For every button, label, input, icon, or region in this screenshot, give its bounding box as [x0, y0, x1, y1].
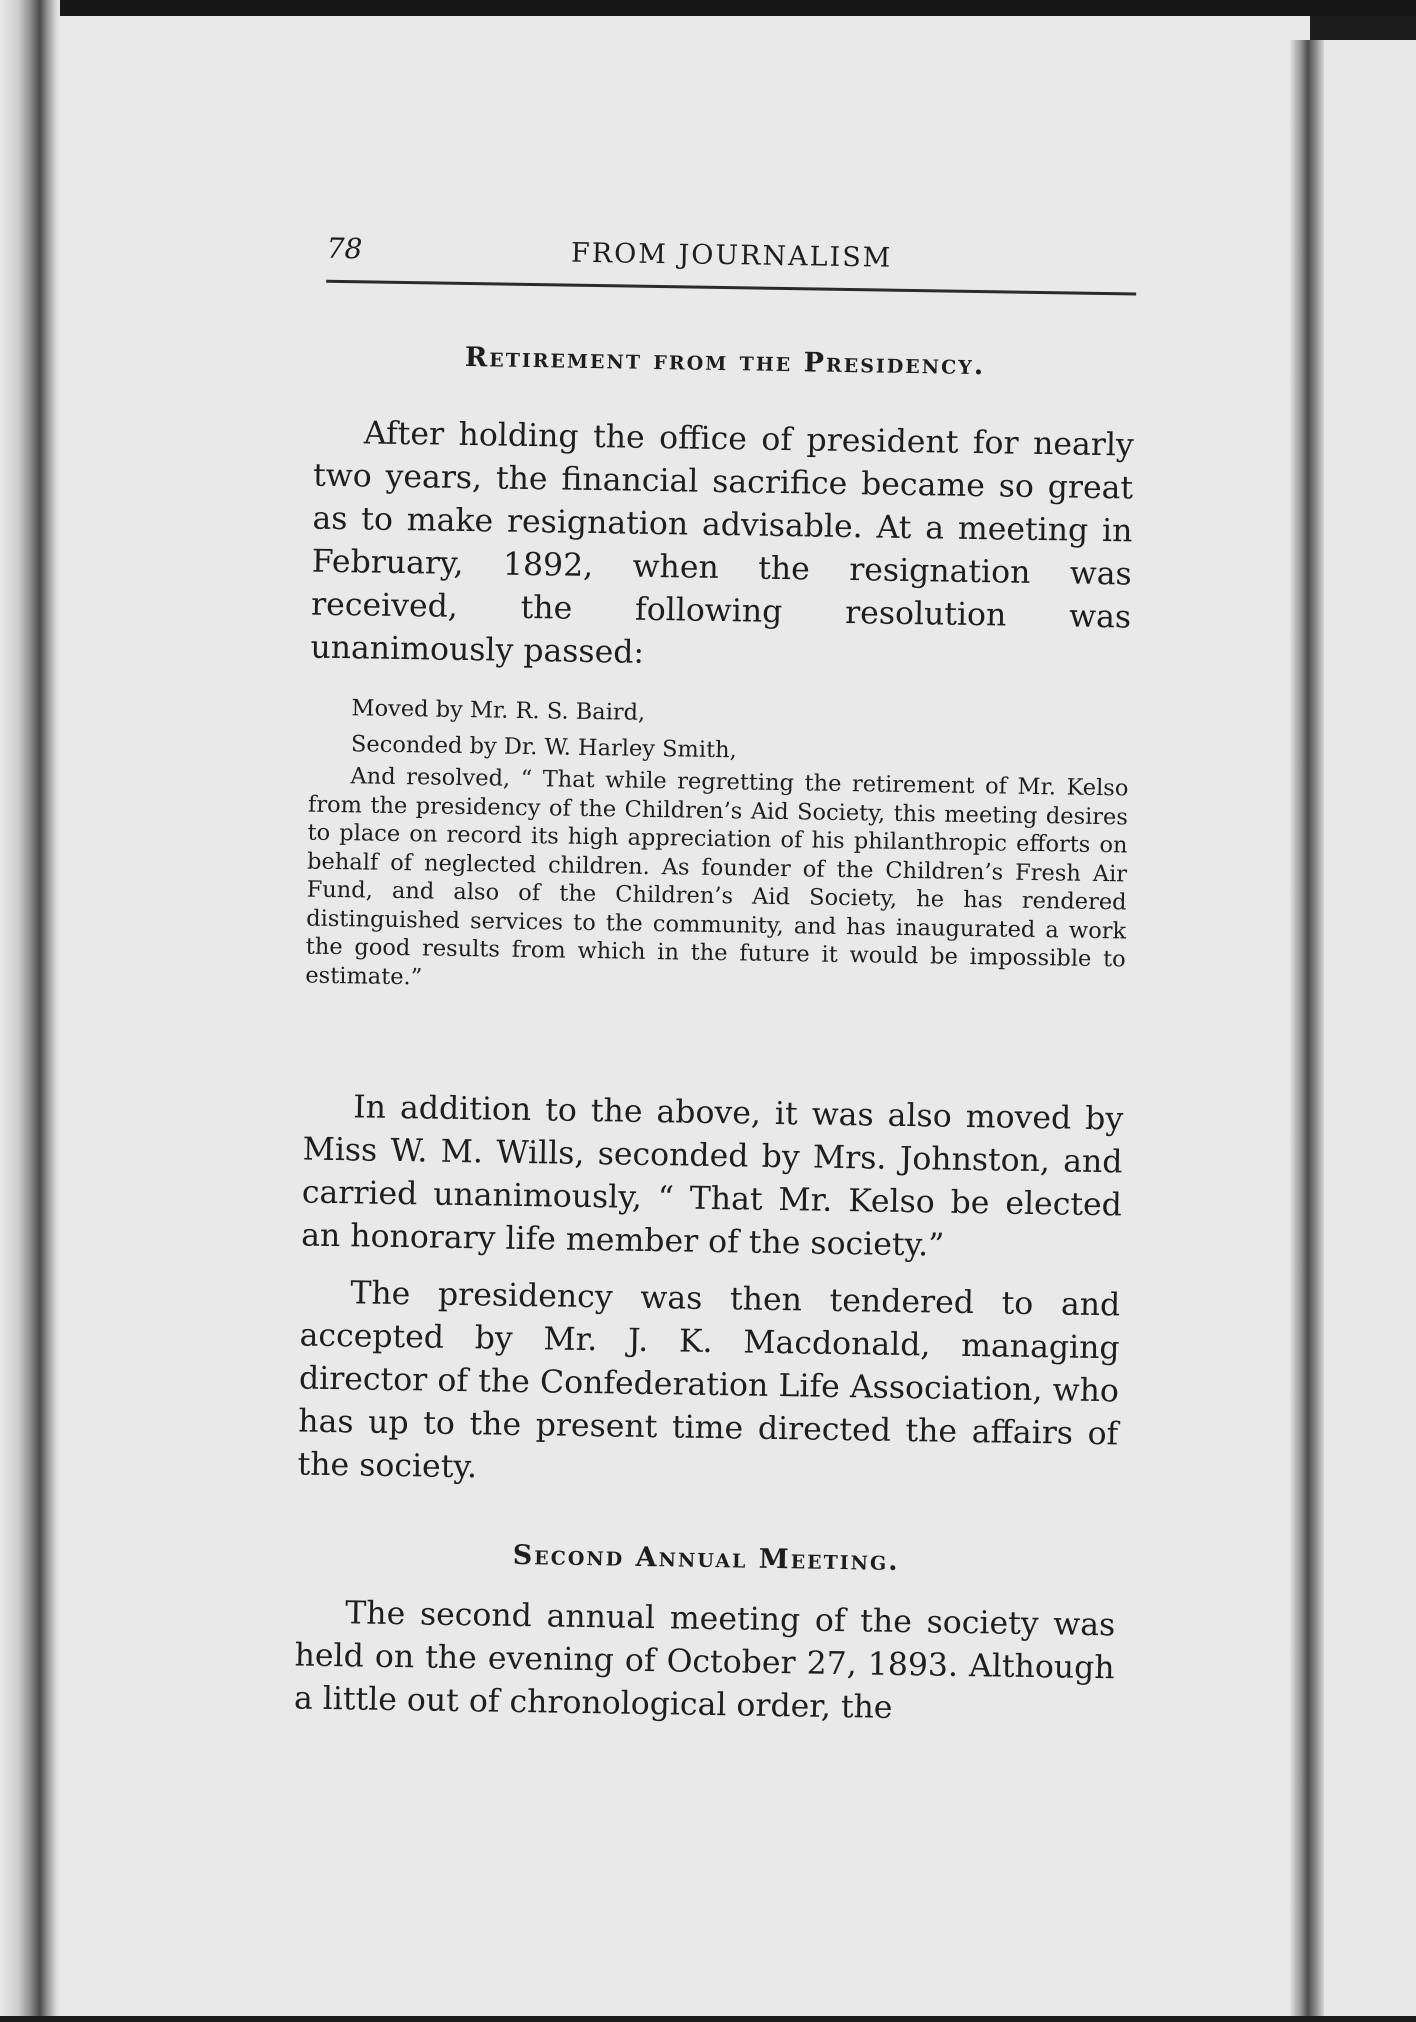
- page-number: 78: [326, 231, 363, 266]
- resolution-text: And resolved, “ That while regretting the retirement of Mr. Kelso from the presidency of the Children’s Aid Society, this meeting desires to place on record its high appreciation of his philanthropic efforts on behalf of neglected children. As founder of the Children’s Fresh Air Fund, and also of the Children’s Aid Society, he has rendered distinguished services to the community, and has inaugurated a work the good results from which in the future it would be impossible to estimate.”: [305, 763, 1129, 990]
- resolution-block: [305, 690, 1130, 1003]
- section-heading-retirement: Retirement from the Presidency.: [464, 341, 986, 382]
- facing-page-edge: [1324, 40, 1416, 2016]
- paragraph-second-meeting: The second annual meeting of the society was held on the evening of October 27, 1893. Although a little out of chronological order, the: [293, 1595, 1116, 1726]
- book-left-edge: [0, 0, 60, 2016]
- resolution-seconded-by: Seconded by Dr. W. Harley Smith,: [350, 731, 737, 764]
- book-gutter: [1290, 40, 1324, 2016]
- paragraph-new-president: The presidency was then tendered to and accepted by Mr. J. K. Macdonald, managing director of the Confederation Life Association, who has up to the present time directed the affairs of the society.: [297, 1275, 1121, 1486]
- page-content: [289, 0, 1141, 2022]
- section-heading-second-annual-meeting: Second Annual Meeting.: [512, 1539, 900, 1577]
- paragraph-resignation: After holding the office of president for nearly two years, the financial sacrifice became so great as to make resignation advisable. At a meeting in February, 1892, when the resignation was received, the following resolution was unanimously passed:: [310, 415, 1135, 671]
- running-head: [326, 232, 1137, 287]
- resolution-moved-by: Moved by Mr. R. S. Baird,: [351, 695, 646, 726]
- running-title: FROM JOURNALISM: [570, 237, 893, 274]
- paragraph-honorary-member: In addition to the above, it was also moved by Miss W. M. Wills, seconded by Mrs. Johnston, and carried unanimously, “ That Mr. Kelso be elected an honorary life member of the society.”: [300, 1089, 1124, 1264]
